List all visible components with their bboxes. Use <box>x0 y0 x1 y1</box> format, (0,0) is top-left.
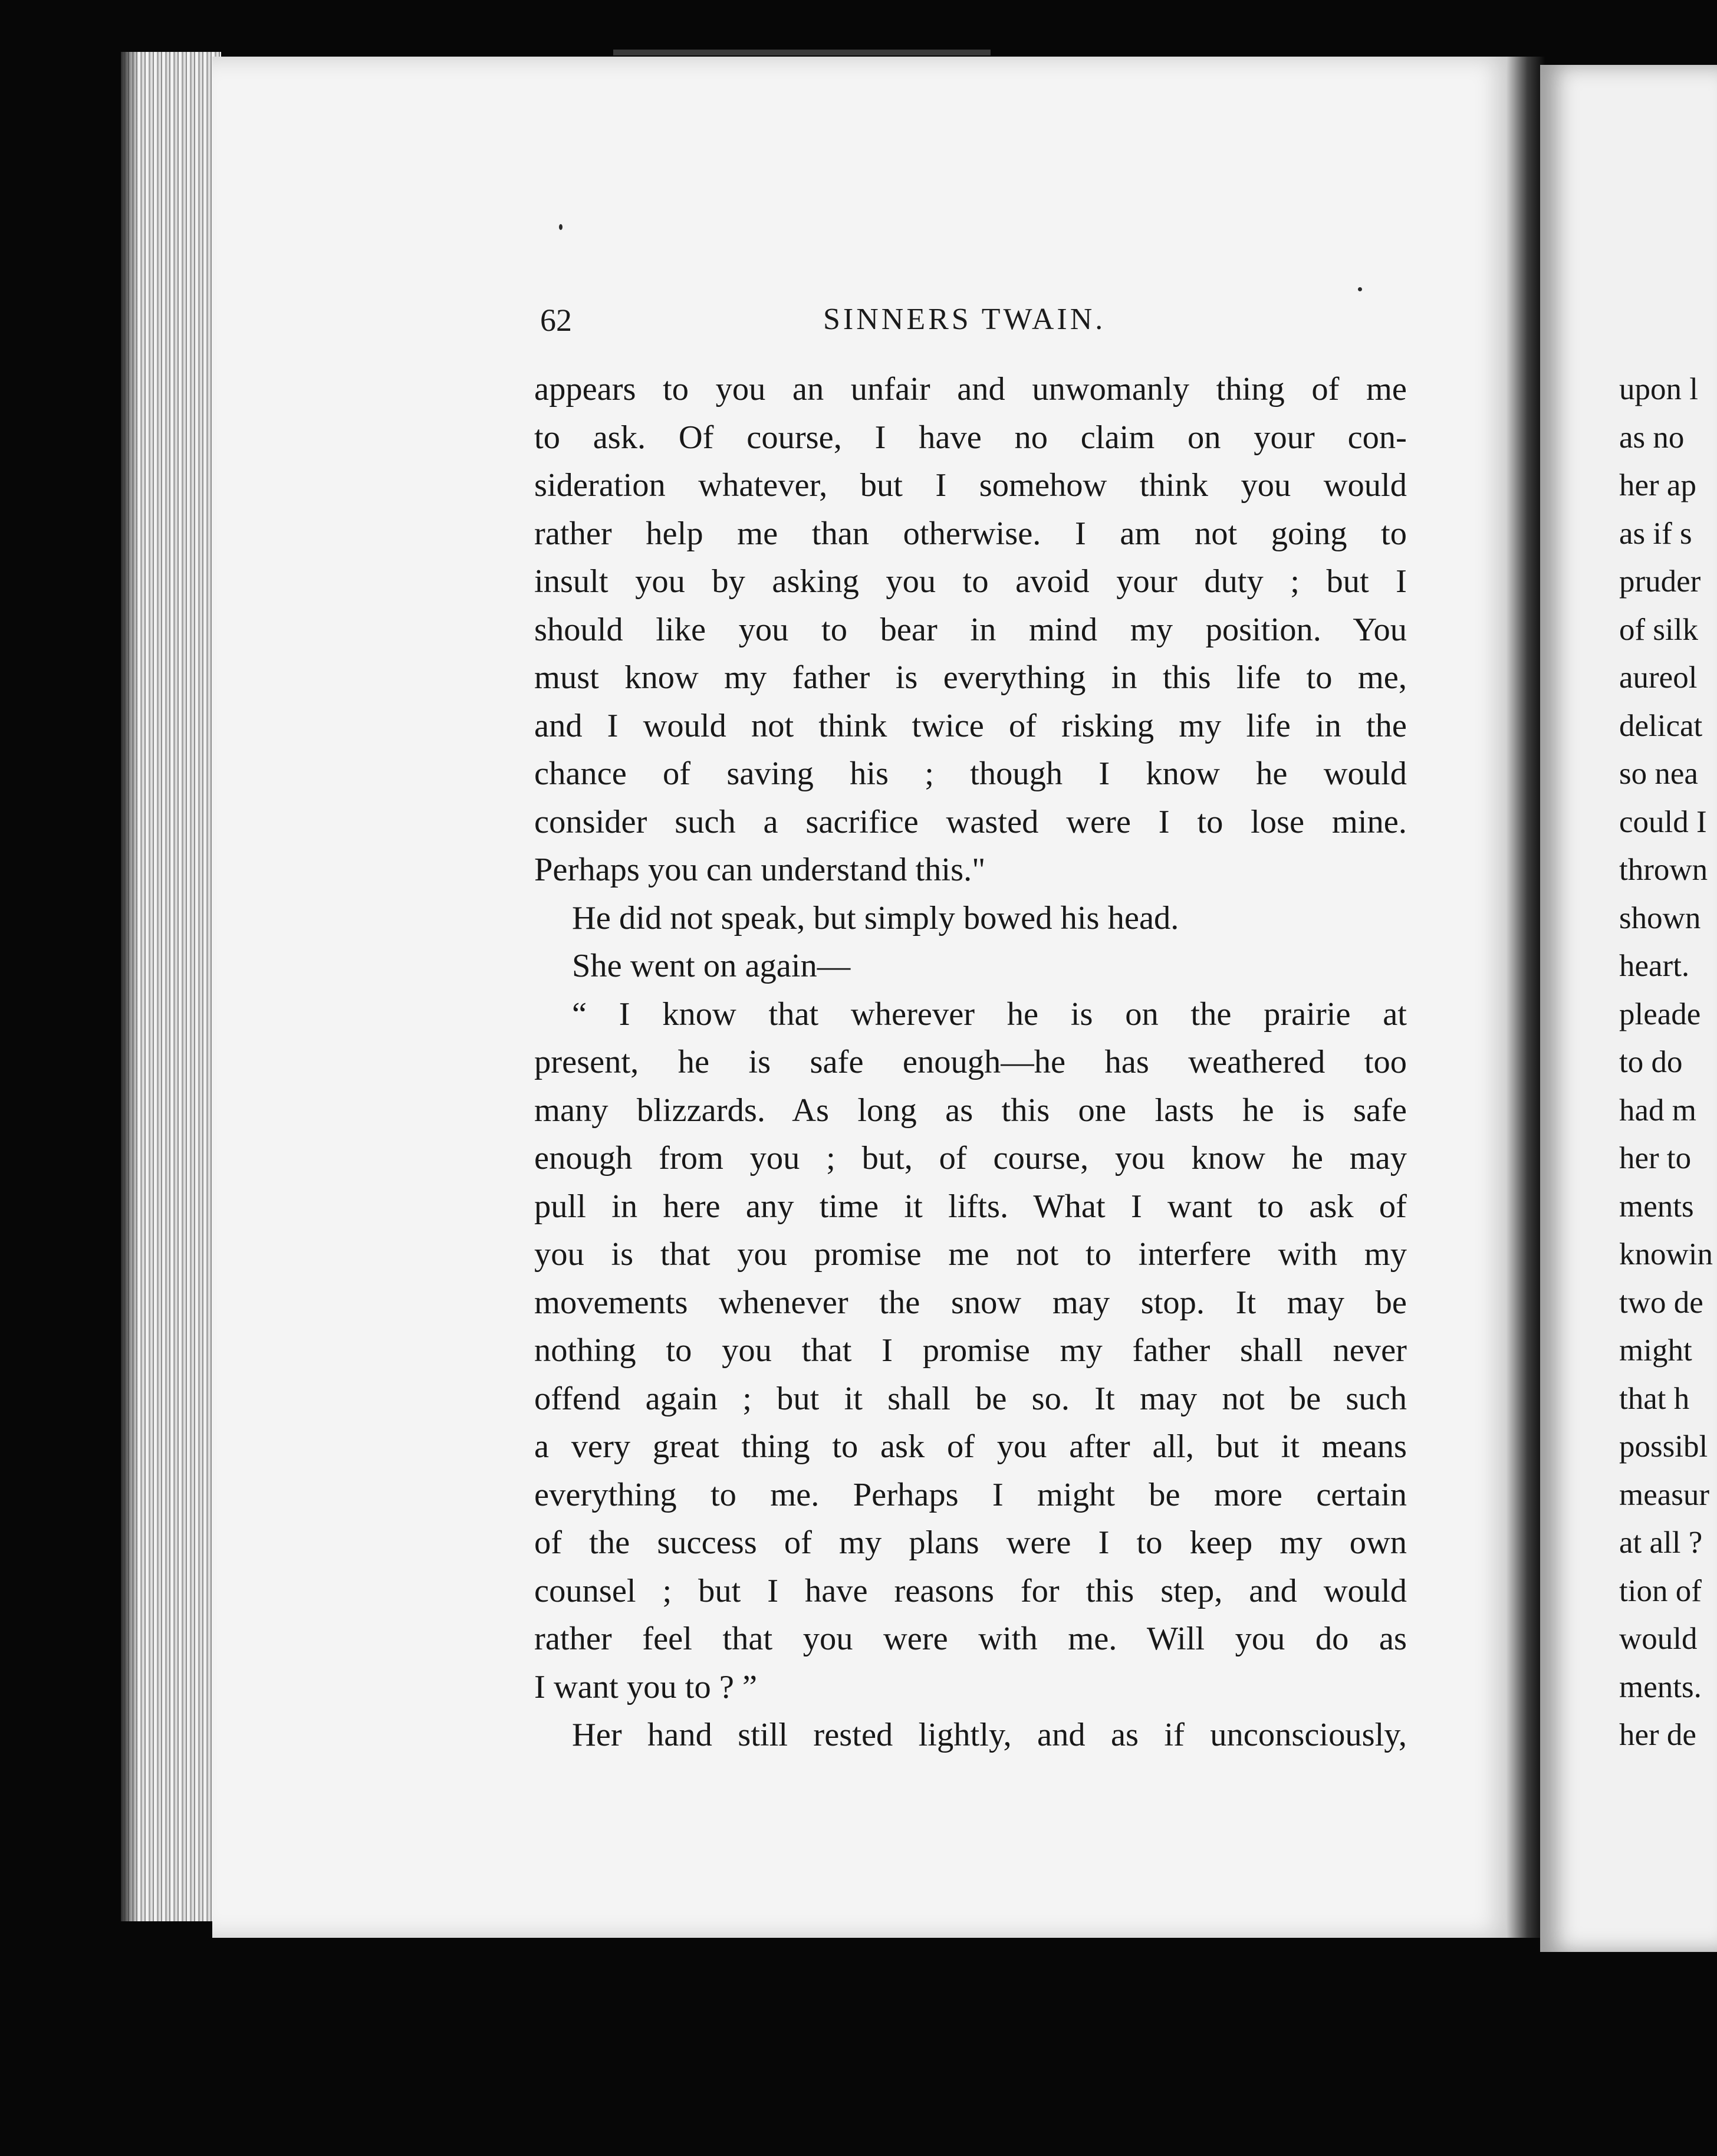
facing-text-line: would <box>1619 1622 1698 1656</box>
facing-text-line: as if s <box>1619 516 1692 551</box>
text-line: rather feel that you were with me. Will you do as <box>534 1621 1407 1657</box>
text-line: of the success of my plans were I to keep my own <box>534 1524 1407 1561</box>
text-line: He did not speak, but simply bowed his head. <box>572 899 1179 936</box>
text-line: a very great thing to ask of you after all, but it means <box>534 1428 1407 1465</box>
facing-page-text <box>1619 366 1717 1760</box>
facing-text-line: two de <box>1619 1285 1703 1320</box>
text-line: you is that you promise me not to interfere with my <box>534 1236 1407 1273</box>
page-body <box>534 366 1407 1760</box>
facing-text-line: her ap <box>1619 468 1696 502</box>
text-line: rather help me than otherwise. I am not going to <box>534 515 1407 552</box>
running-title: SINNERS TWAIN. <box>823 303 1106 336</box>
book-gutter <box>1507 57 1545 1938</box>
facing-text-line: her de <box>1619 1718 1696 1752</box>
facing-text-line: knowin <box>1619 1237 1713 1271</box>
facing-text-line: ments <box>1619 1189 1694 1224</box>
facing-text-line: pruder <box>1619 564 1701 599</box>
facing-text-line: at all ? <box>1619 1526 1703 1560</box>
facing-text-line: might <box>1619 1333 1692 1368</box>
facing-text-line: of silk <box>1619 612 1698 647</box>
text-line: insult you by asking you to avoid your duty ; but I <box>534 563 1407 600</box>
text-line: movements whenever the snow may stop. It may be <box>534 1284 1407 1321</box>
facing-text-line: tion of <box>1619 1573 1702 1608</box>
page-number: 62 <box>540 303 572 338</box>
text-line: many blizzards. As long as this one lasts he is safe <box>534 1092 1407 1129</box>
page-edge-shadow <box>121 52 139 1921</box>
facing-text-line: heart. <box>1619 949 1690 983</box>
text-line: to ask. Of course, I have no claim on your con- <box>534 419 1407 456</box>
facing-text-line: shown <box>1619 900 1701 935</box>
scan-speck <box>559 224 563 230</box>
facing-text-line: had m <box>1619 1093 1696 1128</box>
text-line: and I would not think twice of risking my life in the <box>534 707 1407 744</box>
facing-text-line: upon l <box>1619 372 1698 406</box>
text-line: must know my father is everything in this life to me, <box>534 659 1407 696</box>
facing-text-line: so nea <box>1619 757 1698 791</box>
facing-text-line: aureol <box>1619 660 1698 695</box>
facing-text-line: as no <box>1619 420 1685 455</box>
text-line: offend again ; but it shall be so. It may not be such <box>534 1380 1407 1417</box>
text-line: sideration whatever, but I somehow think you would <box>534 467 1407 504</box>
text-line: consider such a sacrifice wasted were I to lose mine. <box>534 803 1407 840</box>
facing-text-line: delicat <box>1619 708 1703 743</box>
text-line: counsel ; but I have reasons for this step, and would <box>534 1572 1407 1609</box>
text-line: Perhaps you can understand this." <box>534 852 986 888</box>
text-line: should like you to bear in mind my position. You <box>534 611 1407 648</box>
facing-text-line: possibl <box>1619 1429 1708 1464</box>
top-edge-rule <box>613 50 991 55</box>
text-line: chance of saving his ; though I know he would <box>534 755 1407 792</box>
text-line: appears to you an unfair and unwomanly thing of me <box>534 371 1407 407</box>
scan-speck <box>1358 287 1362 291</box>
facing-text-line: that h <box>1619 1381 1690 1416</box>
facing-text-line: to do <box>1619 1045 1683 1079</box>
text-line: “ I know that wherever he is on the prairie at <box>572 995 1407 1033</box>
text-line: everything to me. Perhaps I might be more certain <box>534 1476 1407 1513</box>
facing-text-line: thrown <box>1619 853 1708 887</box>
text-line: Her hand still rested lightly, and as if unconsciously, <box>572 1717 1407 1753</box>
text-line: present, he is safe enough—he has weathered too <box>534 1044 1407 1080</box>
text-line: I want you to ? ” <box>534 1668 758 1705</box>
facing-text-line: pleade <box>1619 997 1701 1031</box>
text-line: nothing to you that I promise my father shall never <box>534 1332 1407 1369</box>
facing-text-line: measur <box>1619 1477 1710 1512</box>
text-line: enough from you ; but, of course, you know he may <box>534 1140 1407 1176</box>
text-line: pull in here any time it lifts. What I want to ask of <box>534 1188 1407 1225</box>
facing-text-line: her to <box>1619 1141 1692 1175</box>
facing-text-line: ments. <box>1619 1669 1702 1704</box>
text-line: She went on again— <box>572 948 851 984</box>
facing-text-line: could I <box>1619 804 1707 839</box>
